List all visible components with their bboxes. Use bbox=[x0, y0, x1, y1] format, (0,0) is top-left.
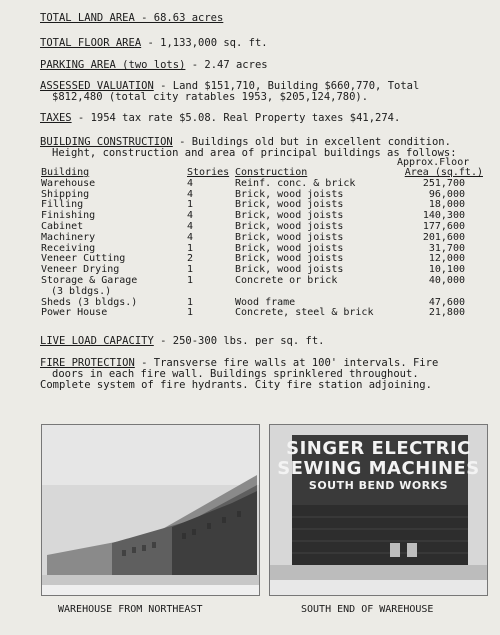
fire-protection-line-2: doors in each fire wall. Buildings sprinklered throughout. bbox=[52, 368, 419, 380]
stories-value: 4 bbox=[187, 210, 194, 222]
area-value: 177,600 bbox=[422, 220, 465, 232]
construction-value: Concrete or brick bbox=[235, 274, 338, 286]
assessed-valuation-line-1: ASSESSED VALUATION - Land $151,710, Building $660,770, Total bbox=[40, 80, 420, 92]
construction-value: Brick, wood joists bbox=[235, 199, 344, 211]
taxes: TAXES - 1954 tax rate $5.08. Real Property taxes $41,274. bbox=[40, 112, 401, 124]
construction-value: Brick, wood joists bbox=[235, 210, 344, 222]
col-stories: Stories bbox=[187, 167, 230, 178]
col-area: Area (sq.ft.) bbox=[404, 167, 483, 178]
total-land-area: TOTAL LAND AREA - 68.63 acres bbox=[40, 12, 224, 24]
sign-line-3: SOUTH BEND WORKS bbox=[308, 479, 449, 492]
building-name: Warehouse bbox=[41, 177, 96, 189]
construction-value: Brick, wood joists bbox=[235, 188, 344, 200]
building-name: Sheds (3 bldgs.) bbox=[41, 296, 138, 308]
total-floor-area: TOTAL FLOOR AREA - 1,133,000 sq. ft. bbox=[40, 37, 268, 49]
warehouse-northeast-photo bbox=[41, 424, 260, 596]
fire-protection-line-1: FIRE PROTECTION - Transverse fire walls at 100' intervals. Fire bbox=[40, 357, 439, 369]
area-value: 201,600 bbox=[422, 231, 465, 243]
area-value: 47,600 bbox=[428, 296, 465, 308]
stories-value: 1 bbox=[187, 199, 194, 211]
building-name: Finishing bbox=[41, 210, 96, 222]
building-name: Machinery bbox=[41, 231, 96, 243]
construction-value: Brick, wood joists bbox=[235, 231, 344, 243]
table-row bbox=[41, 179, 491, 190]
fire-protection-line-3: Complete system of fire hydrants. City fire station adjoining. bbox=[40, 379, 432, 391]
stories-value: 4 bbox=[187, 220, 194, 232]
building-name: Shipping bbox=[41, 188, 90, 200]
building-name: Power House bbox=[41, 307, 108, 319]
construction-value: Brick, wood joists bbox=[235, 253, 344, 265]
building-name: Cabinet bbox=[41, 220, 84, 232]
live-load-capacity: LIVE LOAD CAPACITY - 250-300 lbs. per sq. ft. bbox=[40, 335, 325, 347]
table-row bbox=[41, 287, 491, 298]
stories-value: 2 bbox=[187, 253, 194, 265]
stories-value: 1 bbox=[187, 264, 194, 276]
area-value: 10,100 bbox=[428, 264, 465, 276]
area-header-top: Approx.Floor bbox=[397, 157, 470, 168]
right-photo-caption: SOUTH END OF WAREHOUSE bbox=[301, 604, 434, 615]
construction-value: Brick, wood joists bbox=[235, 264, 344, 276]
area-value: 251,700 bbox=[422, 177, 465, 189]
area-value: 140,300 bbox=[422, 210, 465, 222]
col-construction: Construction bbox=[235, 167, 308, 178]
construction-value: Concrete, steel & brick bbox=[235, 307, 374, 319]
building-name: (3 bldgs.) bbox=[51, 285, 112, 297]
building-name: Receiving bbox=[41, 242, 96, 254]
stories-value: 1 bbox=[187, 307, 194, 319]
construction-value: Brick, wood joists bbox=[235, 220, 344, 232]
stories-value: 1 bbox=[187, 274, 194, 286]
assessed-valuation-line-2: $812,480 (total city ratables 1953, $205,124,780). bbox=[52, 91, 369, 103]
stories-value: 1 bbox=[187, 242, 194, 254]
construction-value: Brick, wood joists bbox=[235, 242, 344, 254]
building-table bbox=[41, 168, 491, 319]
area-value: 12,000 bbox=[428, 253, 465, 265]
sign-line-1: SINGER ELECTRIC bbox=[286, 438, 471, 459]
building-name: Storage & Garage bbox=[41, 274, 138, 286]
area-value: 40,000 bbox=[428, 274, 465, 286]
stories-value: 4 bbox=[187, 177, 194, 189]
area-value: 96,000 bbox=[428, 188, 465, 200]
table-row bbox=[41, 233, 491, 244]
sign-line-2: SEWING MACHINES bbox=[277, 458, 480, 479]
col-building: Building bbox=[41, 167, 90, 178]
construction-value: Wood frame bbox=[235, 296, 296, 308]
south-end-warehouse-photo bbox=[269, 424, 488, 596]
building-name: Filling bbox=[41, 199, 84, 211]
construction-value: Reinf. conc. & brick bbox=[235, 177, 356, 189]
stories-value: 4 bbox=[187, 188, 194, 200]
building-construction-line-1: BUILDING CONSTRUCTION - Buildings old but in excellent condition. bbox=[40, 136, 451, 148]
stories-value: 4 bbox=[187, 231, 194, 243]
parking-area: PARKING AREA (two lots) - 2.47 acres bbox=[40, 59, 268, 71]
stories-value: 1 bbox=[187, 296, 194, 308]
left-photo-caption: WAREHOUSE FROM NORTHEAST bbox=[58, 604, 203, 615]
building-name: Veneer Drying bbox=[41, 264, 120, 276]
warehouse-northeast-image bbox=[42, 425, 259, 595]
area-value: 21,800 bbox=[428, 307, 465, 319]
building-construction-line-2: Height, construction and area of principal buildings as follows: bbox=[52, 147, 457, 159]
area-value: 18,000 bbox=[428, 199, 465, 211]
area-value: 31,700 bbox=[428, 242, 465, 254]
building-name: Veneer Cutting bbox=[41, 253, 126, 265]
table-row bbox=[41, 308, 491, 319]
